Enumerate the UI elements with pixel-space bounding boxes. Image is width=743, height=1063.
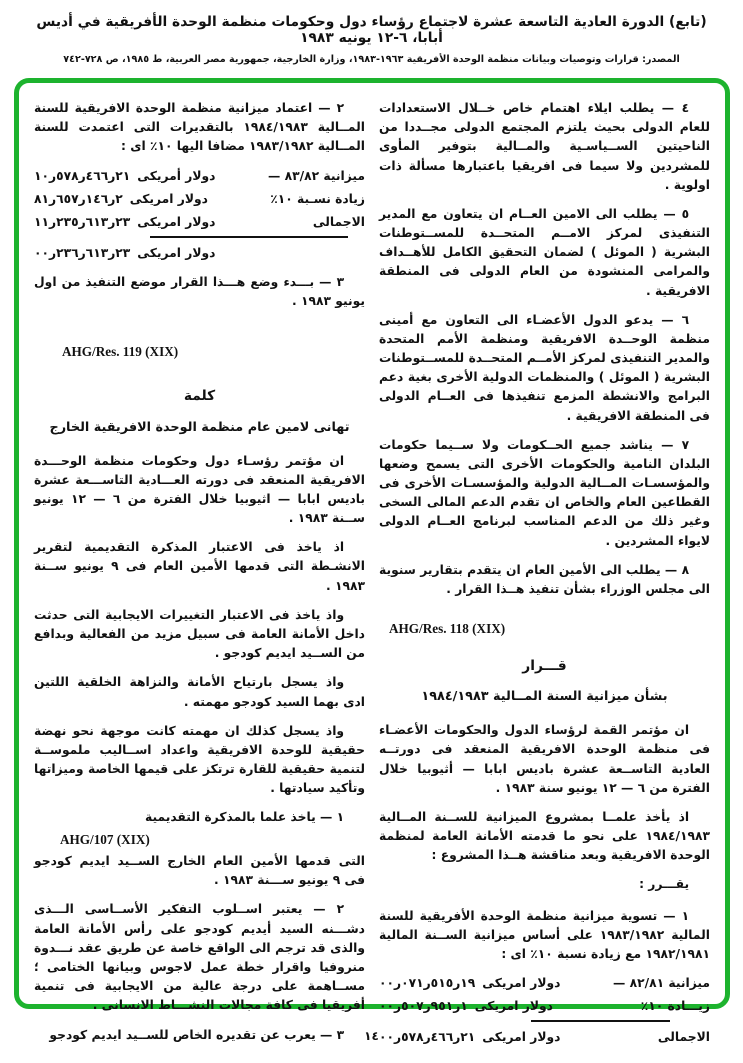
memo-reference-code: AHG/107 (XIX) — [60, 831, 150, 847]
resolution-clause-5: ٥ — يطلب الى الامين العــام ان يتعاون مع المدير التنفيذى لمركز الامــم المتحــدة للمســتوطنات البشرية ( الموئل ) لضمان التحقيق الكامل للأهــداف والمرامى المنشودة من العام الدولى فى المنطقة الافريقية . — [379, 206, 710, 298]
budget-row — [379, 974, 710, 993]
resolution-reference-code: AHG/Res. 118 (XIX) — [389, 621, 506, 637]
totals-divider-line — [150, 236, 349, 238]
budget-row-amount — [34, 167, 215, 186]
resolution-clause-6: ٦ — يدعو الدول الأعضـاء الى التعاون مع أمينى منظمة الوحــدة الافريقية ومنظمة الأمم المتحدة والمدير التنفيذى لمركز الأمــم المتحــدة للمســتوطنات البشرية ( الموئل ) والمنظمات الدولية الأخرى بغية دعم البرامج والانشطة المزمع تنفيذها فى العــام الدولى فى المنطقة الافريقية . — [379, 312, 710, 423]
amount-digits: ٠٠ر٠٧١ر٥١٥ر١٩ — [379, 976, 476, 991]
currency-label: دولار امريكى — [474, 999, 553, 1014]
word-item-1-intro: ١ — ياخذ علما بالمذكرة التقديمية — [144, 810, 345, 825]
currency-label: دولار أمريكى — [137, 168, 216, 183]
word-item-3: ٣ — يعرب عن تقديره الخاص للســيد ايديم كودجو — [49, 1027, 345, 1042]
word-paragraph-5: واذ يسجل كذلك ان مهمته كانت موجهة نحو نهضة حقيقية للوحدة الافريقية واعداد اســاليب ملموســة لتنمية حقيقية للقارة ترتكز على قيمها الخاصة وميزاتها وتأكيد سيادتها . — [34, 723, 365, 796]
budget-row-label: زيادة نسـبة ١٠٪ — [270, 191, 365, 206]
currency-label: دولار امريكى — [137, 214, 216, 229]
decree-heading: قـــرار — [522, 657, 567, 674]
currency-label: دولار امريكى — [482, 1030, 561, 1045]
budget-row-amount — [34, 244, 215, 263]
document-title: (تابع) الدورة العادية التاسعة عشرة لاجتماع رؤساء دول وحكومات منظمة الوحدة الأفريقية في أديس أبابا، ٦-١٢ يونيه ١٩٨٣ — [36, 14, 707, 46]
budget-row-label: ميزانية ٨٣/٨٢ — — [268, 168, 365, 183]
word-paragraph-1: ان مؤتمر رؤسـاء دول وحكومات منظمة الوحـــدة الافريقية المنعقد فى دورته العـــادية التاســـعة عشرة باديس ابابا — اثيوبيا خلال الفترة من ٦ — ١٢ يونيو ســنة ١٩٨٣ . — [34, 453, 365, 526]
word-paragraph-3: واذ ياخذ فى الاعتبار التغييرات الايجابية التى حدثت داخل الأمانة العامة فى سبيل مزيد من الفعالية وبدافع من الســيد ايديم كودجو . — [34, 607, 365, 661]
amount-digits: ٠٠ر٥٠٧ر٩٥١ر١ — [379, 999, 468, 1014]
green-border-frame — [14, 78, 730, 1045]
page-header — [0, 0, 743, 65]
budget-row-label: زيـــادة ١٠٪ — [640, 999, 710, 1014]
word-subheading: تهانى لامين عام منظمة الوحدة الافريقية الخارج — [49, 419, 350, 435]
budget-row-amount — [34, 190, 208, 209]
budget-total-row — [34, 213, 365, 232]
budget-row — [379, 997, 710, 1016]
word-item-1-rest: التى قدمها الأمين العام الخارج الســيد ايديم كودجو فى ٩ يونيو ســـنة ١٩٨٣ . — [34, 854, 365, 888]
totals-divider-line — [531, 1020, 670, 1022]
resolution-clause-8: ٨ — يطلب الى الأمين العام ان يتقدم بتقارير سنوية الى مجلس الوزراء بشأن تنفيذ هــذا القرار . — [379, 562, 710, 596]
amount-digits: ٨١ر٦٥٧ر١٤٦ر٢ — [34, 191, 123, 206]
word-paragraph-4: واذ يسجل بارتياح الأمانة والنزاهة الخلقية اللتين ادى بهما السيد كودجو مهمته . — [34, 675, 365, 709]
budget-row — [34, 167, 365, 186]
budget-rounded-total-row — [34, 244, 365, 263]
budget-row — [34, 190, 365, 209]
budget-row-amount — [34, 213, 215, 232]
source-citation: المصدر: قرارات وتوصيات وبيانات منظمة الوحدة الأفريقية ١٩٦٣-١٩٨٣، وزارة الخارجية، جمهورية مصر العربية، ط ١٩٨٥، ص ٧٢٨-٧٤٢ — [63, 54, 680, 65]
currency-label: دولار امريكى — [482, 976, 561, 991]
right-column — [379, 99, 710, 1045]
budget-row-amount — [379, 974, 560, 993]
two-column-layout — [34, 99, 710, 1045]
decides-label: يقـــرر : — [639, 877, 690, 892]
amount-digits: ١١ر٢٣٥ر٦١٣ر٢٣ — [34, 214, 131, 229]
word-heading: كلمة — [183, 388, 216, 405]
currency-label: دولار امريكى — [129, 191, 208, 206]
budget-row-label: ميزانية ٨٢/٨١ — — [613, 976, 710, 991]
decree-item-1: ١ — تسوية ميزانية منظمة الوحدة الأفريقية للسنة المالية ١٩٨٣/١٩٨٢ على أساس ميزانية الســنة المالية ١٩٨٢/١٩٨١ مع زيادة نسبة ١٠٪ اى : — [379, 908, 710, 961]
word-item-2: ٢ — يعتبر اســلوب التفكير الأســاسى الـــذى دشـــنه السيد أيديم كودجو على رأس الأمانة العامة والذى قد ترجم الى الواقع خاصة عن طريق عقد نـــدوة منروفيا واقرار خطة عمل لاجوس وبيانها الختامى ؛ مســاهمة على درجة عالية من الايجابية فى تنمية أفريقيا فى كافة مجالات النشـــاط الانسانى . — [34, 902, 365, 1013]
page-number: ١٤ — [364, 1029, 379, 1043]
budget-row-amount — [379, 997, 553, 1016]
decree-item-3: ٣ — بـــدء وضع هـــذا القرار موضع التنفيذ من اول يونيو ١٩٨٣ . — [34, 275, 365, 309]
word-paragraph-2: اذ ياخذ فى الاعتبار المذكرة التقديمية لتقرير الانشـطة التى قدمها الأمين العام فى ٩ يونيو ســنة ١٩٨٣ . — [34, 540, 366, 593]
decree-preamble-1: ان مؤتمر القمة لرؤساء الدول والحكومات الأعضـاء فى منظمة الوحدة الافريقية المنعقد فى دورتــه العادية التاســعة عشرة باديس ابابا — أثيوبيا خلال الفترة من ٦ — ١٢ يونيو سنة ١٩٨٣ . — [379, 723, 710, 795]
resolution-clause-7: ٧ — يناشد جميع الحــكومات ولا ســيما حكومات البلدان النامية والحكومات الأخرى التى يسمح وضعها والمؤسسـات المــالية الدولية والمؤسسـات الأخرى فى القطاعين العام والخاص ان تقدم الدعم المالى السخى وغير ذلك من الدعم المناسب لبرنامج العــام الدولى لايواء المشردين . — [379, 437, 710, 548]
budget-row-label: الاجمالى — [312, 214, 365, 229]
amount-digits: ٠٠ر٢٣٦ر٦١٣ر٢٣ — [34, 246, 131, 261]
amount-digits: ٠٠ر٥٧٨ر٤٦٦ر٢١ — [379, 1030, 476, 1045]
resolution-clause-4: ٤ — يطلب ايلاء اهتمام خاص خــلال الاستعدادات للعام الدولى بحيث يلتزم المجتمع الدولى مجــددا من الناحيتين الســياسـية والمــالية بتوفير المأوى للمشردين ولا سيما فى افريقيا باعتبارها مسألة ذات اولوية . — [379, 101, 710, 192]
decree-preamble-2: اذ يأخذ علمــا بمشروع الميزانية للســنة المــالية ١٩٨٤/١٩٨٣ على نحو ما قدمته الأمانة العامة لمنظمة الوحدة الافريقية وبعد مناقشة هــذا المشروع : — [379, 809, 710, 863]
budget-row-label: الاجمالى — [657, 1030, 710, 1045]
currency-label: دولار امريكى — [137, 246, 216, 261]
decree-item-2: ٢ — اعتماد ميزانية منظمة الوحدة الافريقية للسنة المــالية ١٩٨٤/١٩٨٣ بالتقديرات التى اعتمدت للسنة المــالية ١٩٨٣/١٩٨٢ مضافا اليها ١٠٪ اى : — [34, 101, 365, 154]
amount-digits: ١٠ر٥٧٨ر٤٦٦ر٢١ — [34, 168, 131, 183]
budget-table-1983-1984 — [34, 167, 365, 264]
left-column — [34, 99, 366, 1042]
decree-subheading: بشأن ميزانية السنة المــالية ١٩٨٤/١٩٨٣ — [421, 689, 668, 705]
resolution-reference-code: AHG/Res. 119 (XIX) — [62, 343, 179, 359]
